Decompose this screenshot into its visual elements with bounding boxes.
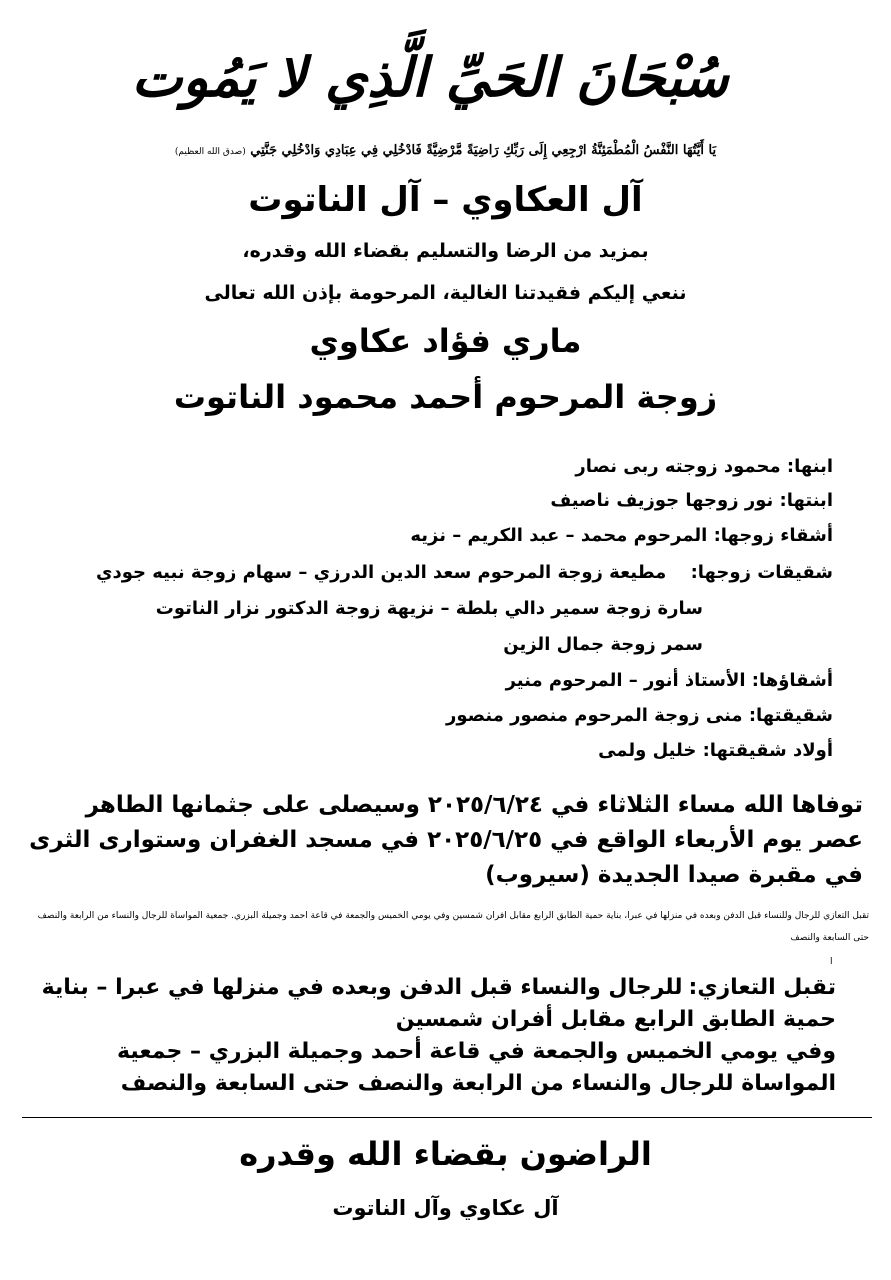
relative-husband-brothers: أشقاء زوجها: المرحوم محمد – عبد الكريم – نزيه <box>410 525 833 546</box>
closing-title: الراضون بقضاء الله وقدره <box>239 1135 652 1173</box>
condolences-text-1: للرجال والنساء قبل الدفن وبعده في منزلها في عبرا – بناية حمية الطابق الرابع مقابل أفران شمسين <box>41 975 836 1032</box>
calligraphy-text: سُبْحَانَ الحَيِّ الَّذِي لا يَمُوت <box>131 45 729 109</box>
relative-son: ابنها: محمود زوجته ربى نصار <box>575 456 833 477</box>
small-condolence-note: تقبل التعازي للرجال وللنساء قبل الدفن وبعده في منزلها في عبرا، بناية حمية الطابق الرابع مقابل افران شمسين وفي يومي الخميس والجمعة في قاعة احمد وجميلة البزري. جمعية المواساة للرجال والنساء من الرابعة والنصف حتى السابعة والنصف <box>37 911 869 943</box>
deceased-name: ماري فؤاد عكاوي <box>309 322 582 360</box>
families-title: آل العكاوي – آل الناتوت <box>248 180 643 220</box>
condolences-block <box>26 972 836 1100</box>
intro-line-1: بمزيد من الرضا والتسليم بقضاء الله وقدره، <box>242 240 649 262</box>
verse-suffix: (صدق الله العظيم) <box>174 147 246 157</box>
husband-sisters-line-2: سارة زوجة سمير دالي بلطة – نزيهة زوجة الدكتور نزار الناتوت <box>155 598 703 619</box>
relative-nephews: أولاد شقيقتها: خليل ولمى <box>598 740 833 761</box>
husband-sisters-label: شقيقات زوجها: <box>690 562 833 583</box>
calligraphy-header <box>131 28 729 118</box>
intro-line-2: ننعي إليكم فقيدتنا الغالية، المرحومة بإذن الله تعالى <box>204 282 687 304</box>
quran-verse <box>0 143 891 158</box>
closing-signature: آل عكاوي وآل الناتوت <box>332 1196 559 1220</box>
condolences-label: تقبل التعازي: <box>688 975 836 1000</box>
funeral-details: توفاها الله مساء الثلاثاء في ٢٠٢٥/٦/٢٤ وسيصلى على جثمانها الطاهر عصر يوم الأربعاء الواقع في ٢٠٢٥/٦/٢٥ في مسجد الغفران وستوارى الثرى في مقبرة صيدا الجديدة (سيروب) <box>29 792 863 888</box>
stray-mark: ا <box>830 957 833 967</box>
relative-sister: شقيقتها: منى زوجة المرحوم منصور منصور <box>445 705 833 726</box>
verse-text: يَا أَيَّتُهَا النَّفْسُ الْمُطْمَئِنَّةُ ارْجِعِي إِلَى رَبِّكِ رَاضِيَةً مَّرْضِيَّةً فَادْخُلِي فِي عِبَادِي وَادْخُلِي جَنَّتِي <box>250 143 717 158</box>
deceased-spouse: زوجة المرحوم أحمد محمود الناتوت <box>173 378 718 416</box>
condolences-text-2: وفي يومي الخميس والجمعة في قاعة أحمد وجميلة البزري – جمعية المواساة للرجال والنساء من الرابعة والنصف حتى السابعة والنصف <box>117 1039 836 1096</box>
relative-brothers: أشقاؤها: الأستاذ أنور – المرحوم منير <box>505 670 833 691</box>
divider-line <box>22 1117 872 1118</box>
husband-sisters-line-1: مطيعة زوجة المرحوم سعد الدين الدرزي – سهام زوجة نبيه جودي <box>96 562 667 583</box>
relative-daughter: ابنتها: نور زوجها جوزيف ناصيف <box>550 490 833 511</box>
husband-sisters-line-3: سمر زوجة جمال الزين <box>503 634 703 655</box>
relative-husband-sisters <box>96 562 833 583</box>
